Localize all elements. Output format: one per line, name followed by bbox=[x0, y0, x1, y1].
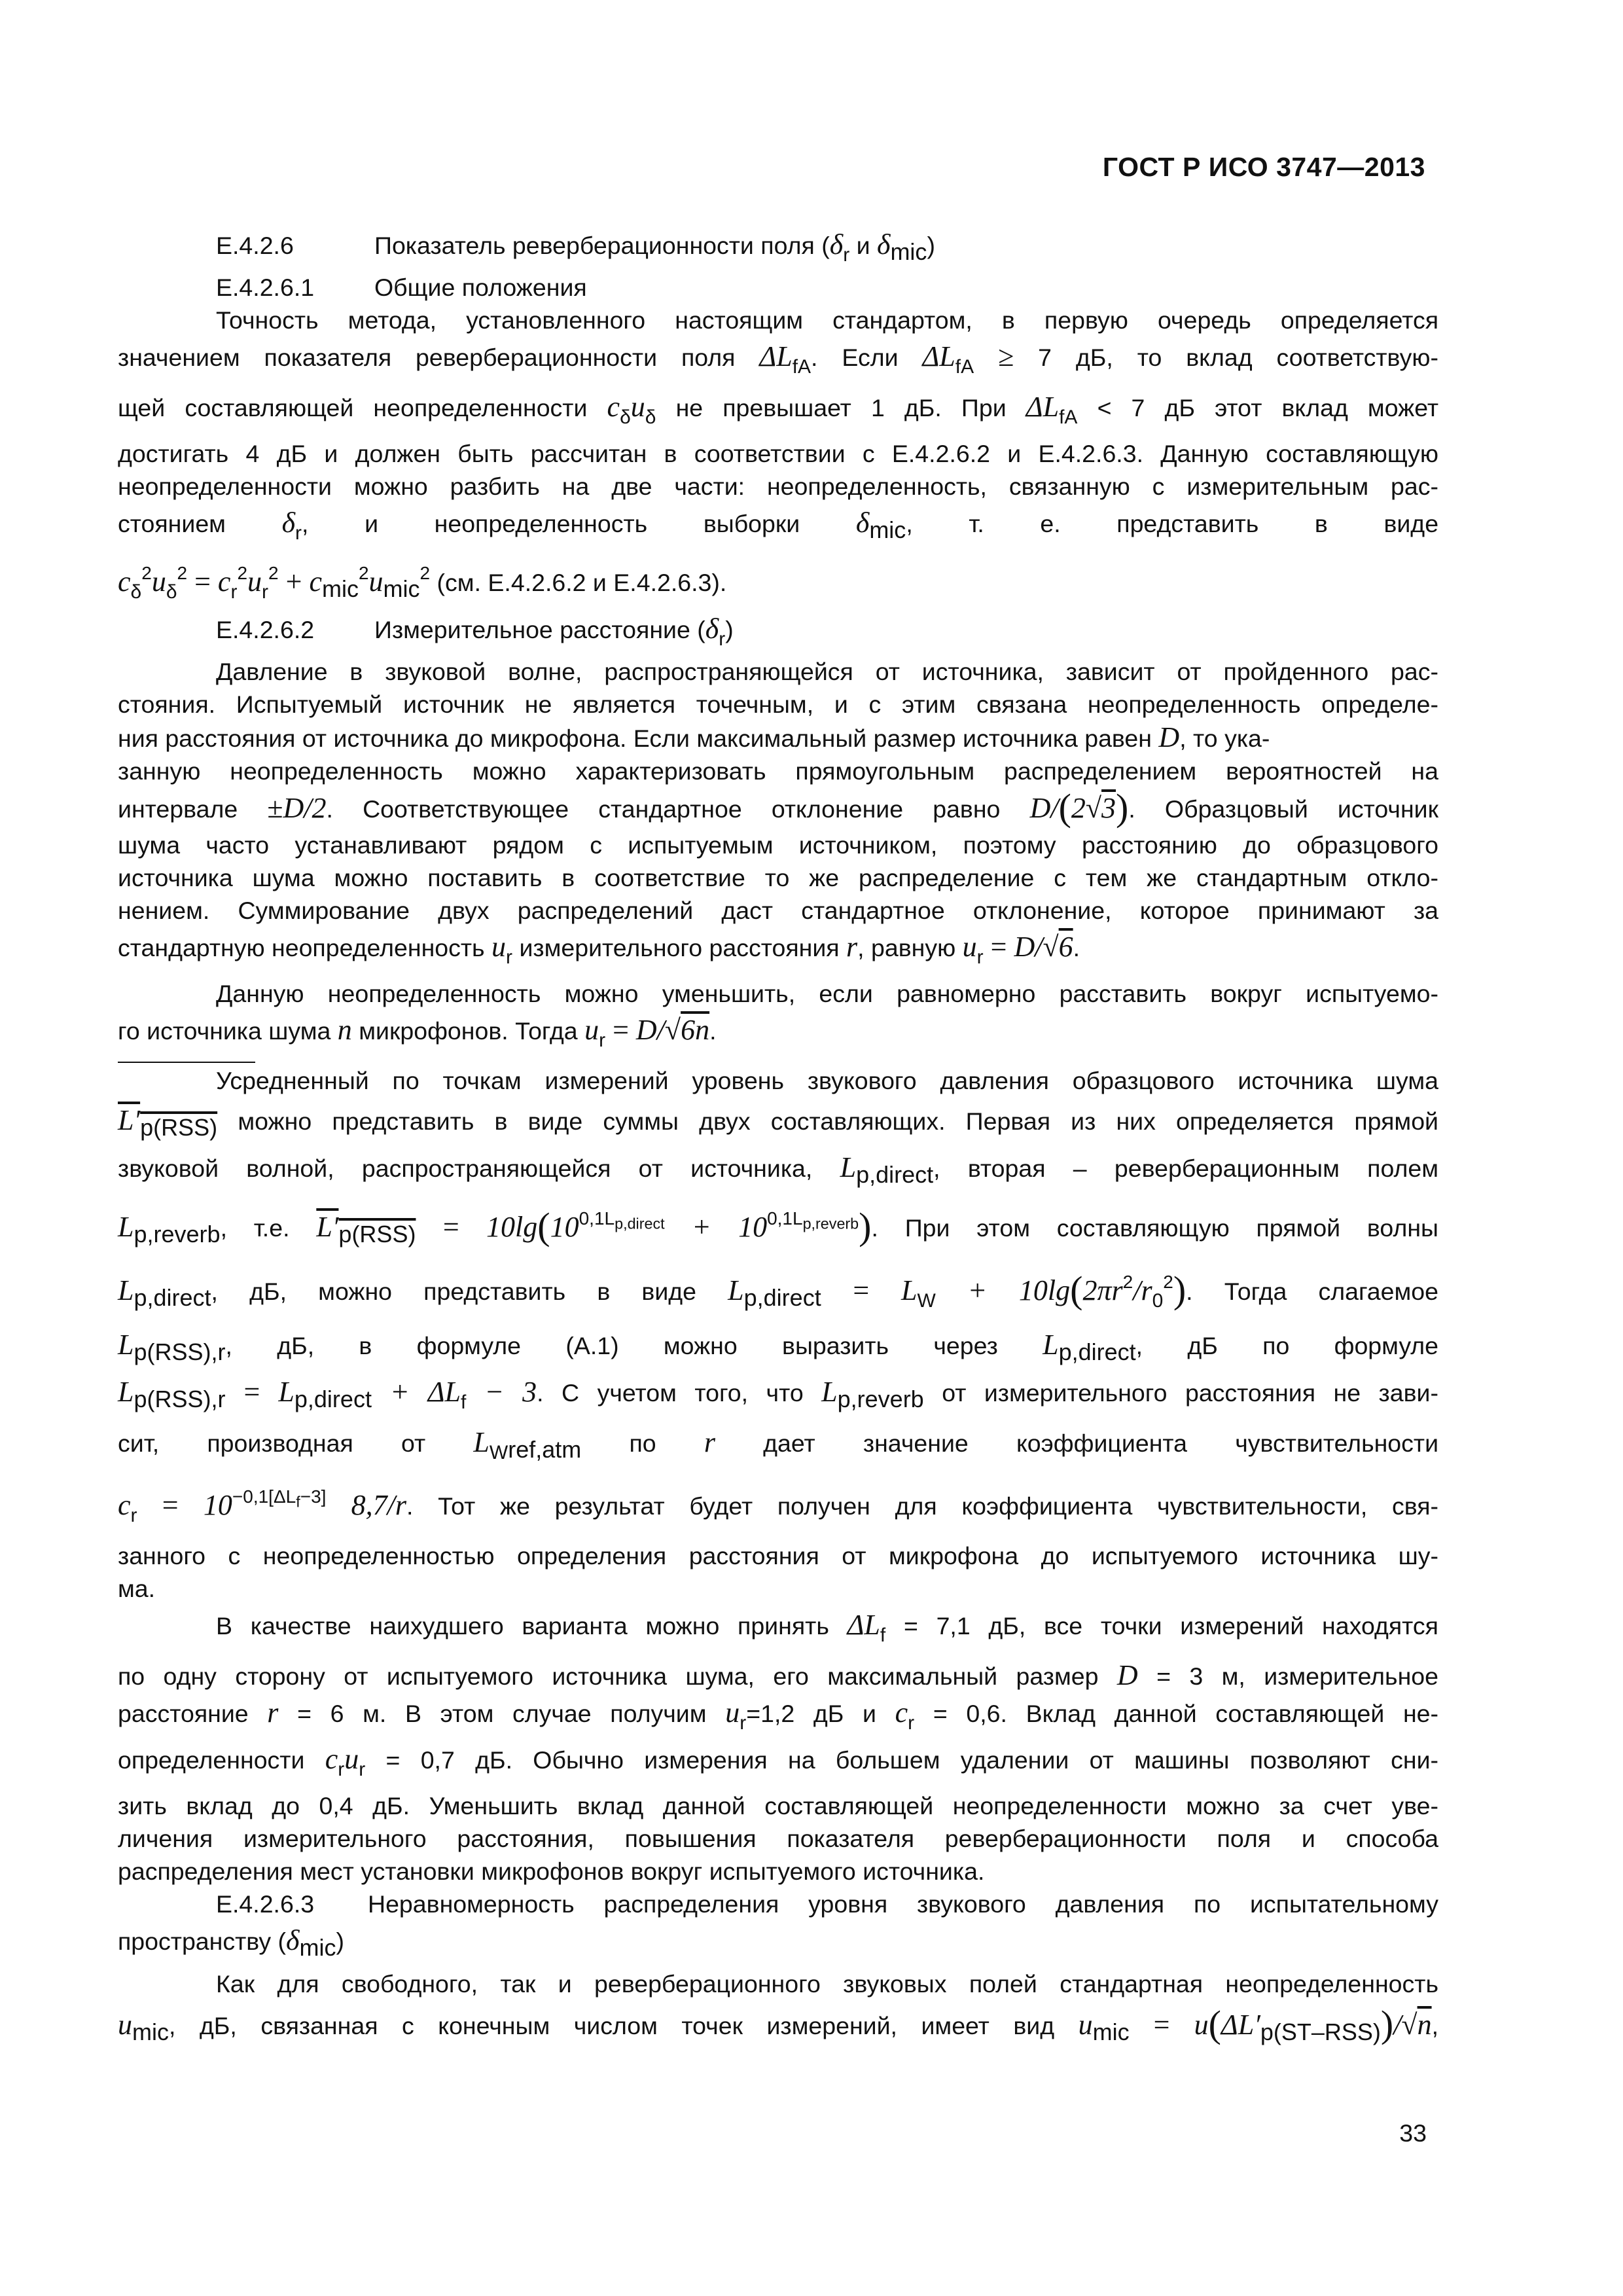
paragraph-line: достигать 4 дБ и должен быть рассчитан в соответствии с Е.4.2.6.2 и Е.4.2.6.3. Данную составляющую bbox=[118, 440, 1438, 467]
paragraph-line: нением. Суммирование двух распределений даст стандартное отклонение, которое принимают за bbox=[118, 897, 1438, 924]
paragraph-line: $u_{mic}$, дБ, связанная с конечным числом точек измерений, имеет вид $u_{mic} = u(\Delta L'_{p(ST-RSS)})/√n$, bbox=[118, 2003, 1438, 2045]
paragraph-line: ния расстояния от источника до микрофона. Если максимальный размер источника равен D, то ука- bbox=[118, 721, 1270, 753]
page-number: 33 bbox=[1399, 2119, 1427, 2147]
section-heading-e4-2-6: Е.4.2.6 Показатель реверберационности поля ($\delta_r$ и $\delta_{mic}$) bbox=[216, 228, 935, 266]
paragraph-line: шума часто устанавливают рядом с испытуемым источником, поэтому расстоянию до образцового bbox=[118, 831, 1438, 859]
paragraph-line: $L'_{p(RSS)}$ можно представить в виде суммы двух составляющих. Первая из них определяется прямой bbox=[118, 1104, 1438, 1141]
paragraph-line: $L_{p(RSS),r} = L_{p,direct} + \Delta L_f - 3$. С учетом того, что $L_{p,reverb}$ от измерительного расстояния не зави- bbox=[118, 1376, 1438, 1413]
overline-rule bbox=[118, 1062, 255, 1063]
document-header: ГОСТ Р ИСО 3747—2013 bbox=[1102, 152, 1425, 182]
paragraph-line: Как для свободного, так и реверберационного звуковых полей стандартная неопределенность bbox=[216, 1970, 1438, 1998]
paragraph-line: распределения мест установки микрофонов вокруг испытуемого источника. bbox=[118, 1857, 985, 1885]
paragraph-line: личения измерительного расстояния, повышения показателя реверберационности поля и способа bbox=[118, 1825, 1438, 1852]
paragraph-line: интервале ±D/2. Соответствующее стандартное отклонение равно D/(2√3). Образцовый источник bbox=[118, 786, 1439, 829]
paragraph-line: $L_{p,reverb}$, т.е. $L'_{p(RSS)} = 10\lg(10^{0,1L_{p,direct}} + 10^{0,1L_{p,reverb}})$. При этом составляющую прямой волны bbox=[118, 1205, 1438, 1247]
paragraph-line: расстояние r = 6 м. В этом случае получим $u_r=1,2$ дБ и $c_r = 0,6$. Вклад данной составляющей не- bbox=[118, 1696, 1438, 1734]
paragraph-line: Давление в звуковой волне, распространяющейся от источника, зависит от пройденного рас- bbox=[216, 658, 1438, 685]
paragraph-line: $L_{p(RSS),r}$, дБ, в формуле (А.1) можно выразить через $L_{p,direct}$, дБ по формуле bbox=[118, 1329, 1439, 1365]
paragraph-line: Данную неопределенность можно уменьшить, если равномерно расставить вокруг испытуемо- bbox=[216, 980, 1438, 1007]
paragraph-line: по одну сторону от испытуемого источника шума, его максимальный размер D = 3 м, измерительное bbox=[118, 1659, 1439, 1691]
paragraph-line: занного с неопределенностью определения расстояния от микрофона до испытуемого источника шу- bbox=[118, 1542, 1438, 1570]
paragraph-line: $c_r = 10^{-0,1[\Delta L_f-3]}$ 8,7/r. Тот же результат будет получен для коэффициента чувствительности, свя- bbox=[118, 1486, 1439, 1526]
paragraph-line: стоянием $\delta_r$, и неопределенность выборки $\delta_{mic}$, т. е. представить в виде bbox=[118, 507, 1439, 544]
paragraph-line: ма. bbox=[118, 1575, 156, 1602]
paragraph-line: звуковой волной, распространяющейся от источника, $L_{p,direct}$, вторая – реверберационным полем bbox=[118, 1151, 1439, 1188]
paragraph-line: сит, производная от $L_{Wref,atm}$ по r дает значение коэффициента чувствительности bbox=[118, 1426, 1439, 1463]
paragraph-line: неопределенности можно разбить на две части: неопределенность, связанную с измерительным рас- bbox=[118, 473, 1438, 500]
paragraph-line: зить вклад до 0,4 дБ. Уменьшить вклад данной составляющей неопределенности можно за счет уве- bbox=[118, 1792, 1438, 1820]
section-heading-e4-2-6-3-cont: пространству $(\delta_{mic})$ bbox=[118, 1924, 344, 1961]
paragraph-line: занную неопределенность можно характеризовать прямоугольным распределением вероятностей на bbox=[118, 757, 1438, 785]
paragraph-line: значением показателя реверберационности поля $\Delta L_{fA}$. Если $\Delta L_{fA} \ge 7$ дБ, то вклад соответствую- bbox=[118, 340, 1439, 378]
formula-line: $c_\delta^2u_\delta^2 = c_r^2u_r^2 + c_{mic}^2u_{mic}^2$ (см. Е.4.2.6.2 и Е.4.2.6.3). bbox=[118, 563, 727, 603]
section-heading-e4-2-6-1: Е.4.2.6.1 Общие положения bbox=[216, 274, 587, 301]
section-heading-e4-2-6-2: Е.4.2.6.2 Измерительное расстояние $(\delta_r)$ bbox=[216, 613, 734, 650]
paragraph-line: $L_{p,direct}$, дБ, можно представить в виде $L_{p,direct} = L_W + 10\lg(2\pi r^2/r_0^2)$. Тогда слагаемое bbox=[118, 1268, 1438, 1312]
paragraph-line: источника шума можно поставить в соответствие то же распределение с тем же стандартным откло- bbox=[118, 864, 1438, 891]
paragraph-line: го источника шума n микрофонов. Тогда $u_r = D/√6n$. bbox=[118, 1014, 717, 1051]
document-body bbox=[118, 229, 1438, 2057]
paragraph-line: Точность метода, установленного настоящим стандартом, в первую очередь определяется bbox=[216, 306, 1438, 334]
paragraph-line: стояния. Испытуемый источник не является точечным, и с этим связана неопределенность определе- bbox=[118, 691, 1438, 718]
paragraph-line: Усредненный по точкам измерений уровень звукового давления образцового источника шума bbox=[118, 1062, 1438, 1100]
paragraph-line: щей составляющей неопределенности $c_\delta u_\delta$ не превышает 1 дБ. При $\Delta L_{fA} < 7$ дБ этот вклад может bbox=[118, 391, 1439, 428]
paragraph-line: В качестве наихудшего варианта можно принять $\Delta L_f = 7,1$ дБ, все точки измерений находятся bbox=[216, 1609, 1438, 1646]
paragraph-line: определенности $c_ru_r = 0,7$ дБ. Обычно измерения на большем удалении от машины позволяют сни- bbox=[118, 1743, 1439, 1780]
paragraph-line: стандартную неопределенность $u_r$ измерительного расстояния r, равную $u_r = D/√6$. bbox=[118, 931, 1080, 968]
formula-uncertainty-sum: $c_\delta^2u_\delta^2 = c_r^2u_r^2 + c_{mic}^2u_{mic}^2$ bbox=[118, 563, 431, 603]
section-heading-e4-2-6-3: Е.4.2.6.3 Неравномерность распределения уровня звукового давления по испытательному bbox=[216, 1890, 1438, 1918]
